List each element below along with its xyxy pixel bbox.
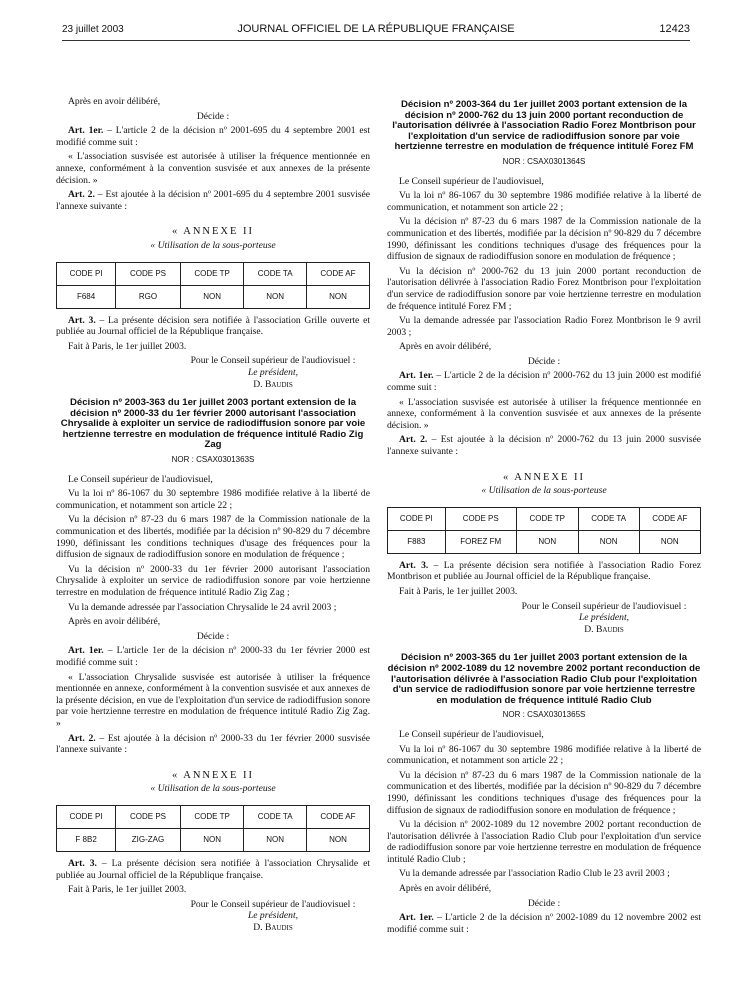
article-label: Art. 3. [68, 857, 97, 869]
paragraph: « L'association Chrysalide susvisée est autorisée à utiliser la fréquence mentionnée en annexe, conformément à la convention susvisée et aux annexes de la présente décision, en vue de l'exploitation d'un service de radiodiffusion sonore par voie hertzienne terrestre en modulation de fréquence intitulé Radio Zig Zag. » [56, 671, 370, 729]
article-3: Art. 3. – La présente décision sera notifiée à l'association Chrysalide et publiée au Journal officiel de la République française. [56, 857, 370, 881]
paragraph: Vu la loi nº 86-1067 du 30 septembre 1986 modifiée relative à la liberté de communication, et notamment son article 22 ; [387, 190, 701, 213]
table-header: CODE TA [578, 507, 639, 530]
table-cell: F 8B2 [57, 828, 116, 851]
paragraph: Après en avoir délibéré, [68, 616, 161, 628]
annexe-title: « ANNEXE II [171, 769, 255, 781]
table-cell: F684 [57, 285, 116, 308]
annexe-subtitle: « Utilisation de la sous-porteuse [150, 239, 276, 251]
signature-line: Pour le Conseil supérieur de l'audiovisuel : [190, 355, 356, 367]
table-cell: NON [306, 828, 369, 851]
annexe-table [56, 805, 370, 852]
header-date: 23 juillet 2003 [62, 24, 124, 35]
table-cell: NON [639, 530, 700, 553]
header-rule [62, 40, 690, 41]
decide-label: Décide : [196, 630, 230, 642]
annexe-title: « ANNEXE II [502, 471, 586, 483]
table-cell: NON [578, 530, 639, 553]
right-column [387, 100, 701, 938]
left-column [56, 96, 370, 933]
nor-reference: NOR : CSAX0301365S [502, 710, 586, 720]
signature-name: D. Baudis [253, 378, 293, 390]
article-label: Art. 3. [399, 559, 429, 571]
paragraph: Vu la décision nº 2000-762 du 13 juin 2000 portant reconduction de l'autorisation délivrée à l'association Radio Forez Montbrison pour l'exploitation d'un service de radiodiffusion sonore par voie hertzienne terrestre en modulation de fréquence intitulé Forez FM ; [387, 265, 701, 312]
table-header: CODE AF [639, 507, 700, 530]
table-header: CODE PI [388, 507, 446, 530]
table-cell: RGO [116, 285, 181, 308]
article-1: Art. 1er. – L'article 1er de la décision nº 2000-33 du 1er février 2000 est modifié comme suit : [56, 645, 370, 668]
table-cell: NON [180, 828, 244, 851]
paragraph: Vu la demande adressée par l'association Radio Club le 23 avril 2003 ; [399, 868, 670, 880]
table-cell: FOREZ FM [445, 530, 516, 553]
paragraph: « L'association susvisée est autorisée à utiliser la fréquence mentionnée en annexe, conformément à la convention susvisée et aux annexes de la présente décision. » [56, 151, 370, 186]
signature-title: Le président, [247, 910, 299, 922]
table-header: CODE PI [57, 262, 116, 285]
paragraph: Vu la loi nº 86-1067 du 30 septembre 1986 modifiée relative à la liberté de communication, et notamment son article 22 ; [387, 743, 701, 767]
article-label: Art. 1er. [68, 645, 104, 657]
signature-name: D. Baudis [584, 623, 624, 635]
table-cell: NON [516, 530, 578, 553]
decision-title: Décision nº 2003-365 du 1er juillet 2003 portant extension de la décision nº 2002-1089 du 12 novembre 2002 portant reconduction de l'autorisation délivrée à l'association Radio Club pour l'exploitation d'un service de radiodiffusion sonore par voie hertzienne terrestre en modulation de fréquence intitulé Radio Club [387, 652, 701, 706]
table-header: CODE AF [306, 805, 369, 828]
paragraph: Vu la décision nº 87-23 du 6 mars 1987 de la Commission nationale de la communication et des libertés, modifiée par la décision nº 90-829 du 7 décembre 1990, définissant les conditions techniques d'usage des fréquences pour la diffusion de signaux de radiodiffusion sonore en modulation de fréquence ; [387, 216, 701, 263]
article-1: Art. 1er. – L'article 2 de la décision nº 2001-695 du 4 septembre 2001 est modifié comme suit : [56, 125, 370, 148]
table-cell: NON [306, 285, 369, 308]
decide-label: Décide : [196, 110, 230, 122]
table-cell: NON [180, 285, 244, 308]
article-label: Art. 2. [68, 732, 96, 744]
signature-line: Pour le Conseil supérieur de l'audiovisuel : [521, 600, 687, 612]
decide-label: Décide : [527, 897, 561, 909]
article-label: Art. 1er. [399, 370, 434, 382]
table-header: CODE AF [306, 262, 369, 285]
paragraph: Le Conseil supérieur de l'audiovisuel, [68, 473, 213, 485]
table-header: CODE PS [116, 262, 181, 285]
table-header: CODE PI [57, 805, 116, 828]
annexe-table [56, 262, 370, 309]
page-header [62, 20, 690, 40]
table-header: CODE TA [244, 262, 307, 285]
header-page-number: 12423 [659, 23, 690, 35]
article-label: Art. 1er. [68, 125, 104, 137]
decision-title: Décision nº 2003-364 du 1er juillet 2003 portant extension de la décision nº 2000-762 du 13 juin 2000 portant reconduction de l'autorisation délivrée à l'association Radio Forez Montbrison pour l'exploitation d'un service de radiodiffusion sonore par voie hertzienne terrestre en modulation de fréquence intitulé Forez FM [392, 99, 696, 153]
article-2: Art. 2. – Est ajoutée à la décision nº 2001-695 du 4 septembre 2001 susvisée l'annexe suivante : [56, 189, 370, 212]
paragraph: Fait à Paris, le 1er juillet 2003. [68, 884, 187, 896]
article-2: Art. 2. – Est ajoutée à la décision nº 2000-762 du 13 juin 2000 susvisée l'annexe suivante : [387, 434, 701, 458]
table-cell: NON [244, 285, 307, 308]
paragraph: Le Conseil supérieur de l'audiovisuel, [399, 175, 544, 187]
header-journal-title: JOURNAL OFFICIEL DE LA RÉPUBLIQUE FRANÇAISE [237, 23, 515, 35]
paragraph: Après en avoir délibéré, [399, 341, 492, 353]
paragraph: Vu la décision nº 2002-1089 du 12 novembre 2002 portant reconduction de l'autorisation délivrée à l'association Radio Club pour l'exploitation d'un service de radiodiffusion sonore par voie hertzienne terrestre en modulation de fréquence intitulé Radio Club ; [387, 819, 701, 865]
table-cell: NON [244, 828, 307, 851]
table-header: CODE TP [516, 507, 578, 530]
paragraph: Vu la décision nº 2000-33 du 1er février 2000 autorisant l'association Chrysalide à exploiter un service de radiodiffusion sonore par voie hertzienne terrestre en modulation de fréquence intitulé Radio Zig Zag ; [56, 563, 370, 598]
paragraph: Vu la demande adressée par l'association Chrysalide le 24 avril 2003 ; [68, 601, 337, 613]
paragraph: Fait à Paris, le 1er juillet 2003. [68, 340, 187, 352]
paragraph: Fait à Paris, le 1er juillet 2003. [399, 586, 518, 597]
signature-line: Pour le Conseil supérieur de l'audiovisuel : [190, 898, 356, 910]
nor-reference: NOR : CSAX0301363S [171, 455, 255, 465]
signature-name: D. Baudis [253, 921, 293, 933]
table-cell: ZIG-ZAG [116, 828, 181, 851]
nor-reference: NOR : CSAX0301364S [502, 156, 586, 166]
paragraph: Le Conseil supérieur de l'audiovisuel, [399, 728, 544, 740]
paragraph: Vu la loi nº 86-1067 du 30 septembre 1986 modifiée relative à la liberté de communication, et notamment son article 22 ; [56, 488, 370, 511]
decide-label: Décide : [527, 355, 561, 367]
signature-title: Le président, [578, 612, 630, 624]
annexe-table [387, 507, 701, 554]
table-header: CODE TP [180, 262, 244, 285]
article-label: Art. 2. [399, 434, 428, 446]
paragraph: Vu la décision nº 87-23 du 6 mars 1987 de la Commission nationale de la communication et des libertés, modifiée par la décision nº 90-829 du 7 décembre 1990, définissant les conditions techniques d'usage des fréquences pour la diffusion de signaux de radiodiffusion sonore en modulation de fréquence ; [387, 769, 701, 816]
article-3: Art. 3. – La présente décision sera notifiée à l'association Radio Forez Montbrison et publiée au Journal officiel de la République française. [387, 559, 702, 583]
table-header: CODE TA [244, 805, 307, 828]
signature-title: Le président, [247, 366, 299, 378]
article-3: Art. 3. – La présente décision sera notifiée à l'association Grille ouverte et publiée au Journal officiel de la République française. [56, 314, 370, 338]
article-2: Art. 2. – Est ajoutée à la décision nº 2000-33 du 1er février 2000 susvisée l'annexe suivante : [56, 732, 371, 756]
article-label: Art. 1er. [399, 912, 434, 924]
table-header: CODE PS [116, 805, 181, 828]
table-cell: F883 [388, 530, 446, 553]
paragraph: Après en avoir délibéré, [68, 96, 161, 107]
article-label: Art. 3. [68, 314, 96, 326]
decision-title: Décision nº 2003-363 du 1er juillet 2003 portant extension de la décision nº 2000-33 du 1er février 2000 autorisant l'association Chrysalide à exploiter un service de radiodiffusion sonore par voie hertzienne terrestre en modulation de fréquence intitulé Radio Zig Zag [60, 397, 366, 451]
table-header: CODE TP [180, 805, 244, 828]
annexe-subtitle: « Utilisation de la sous-porteuse [481, 485, 607, 497]
spacer [387, 635, 701, 645]
annexe-title: « ANNEXE II [171, 226, 255, 238]
paragraph: Vu la demande adressée par l'association Radio Forez Montbrison le 9 avril 2003 ; [387, 315, 701, 338]
paragraph: Vu la décision nº 87-23 du 6 mars 1987 de la Commission nationale de la communication et des libertés, modifiée par la décision nº 90-829 du 7 décembre 1990, définissant les conditions techniques d'usage des fréquences pour la diffusion de signaux de radiodiffusion sonore en modulation de fréquence ; [56, 514, 370, 561]
annexe-subtitle: « Utilisation de la sous-porteuse [150, 783, 276, 795]
article-1: Art. 1er. – L'article 2 de la décision nº 2002-1089 du 12 novembre 2002 est modifié comme suit : [387, 912, 701, 935]
paragraph: « L'association susvisée est autorisée à utiliser la fréquence mentionnée en annexe, conformément à la convention susvisée et aux annexes de la présente décision. » [387, 396, 701, 431]
table-header: CODE PS [445, 507, 516, 530]
article-1: Art. 1er. – L'article 2 de la décision nº 2000-762 du 13 juin 2000 est modifié comme suit : [387, 370, 701, 394]
paragraph: Après en avoir délibéré, [399, 883, 492, 895]
article-label: Art. 2. [68, 189, 95, 201]
